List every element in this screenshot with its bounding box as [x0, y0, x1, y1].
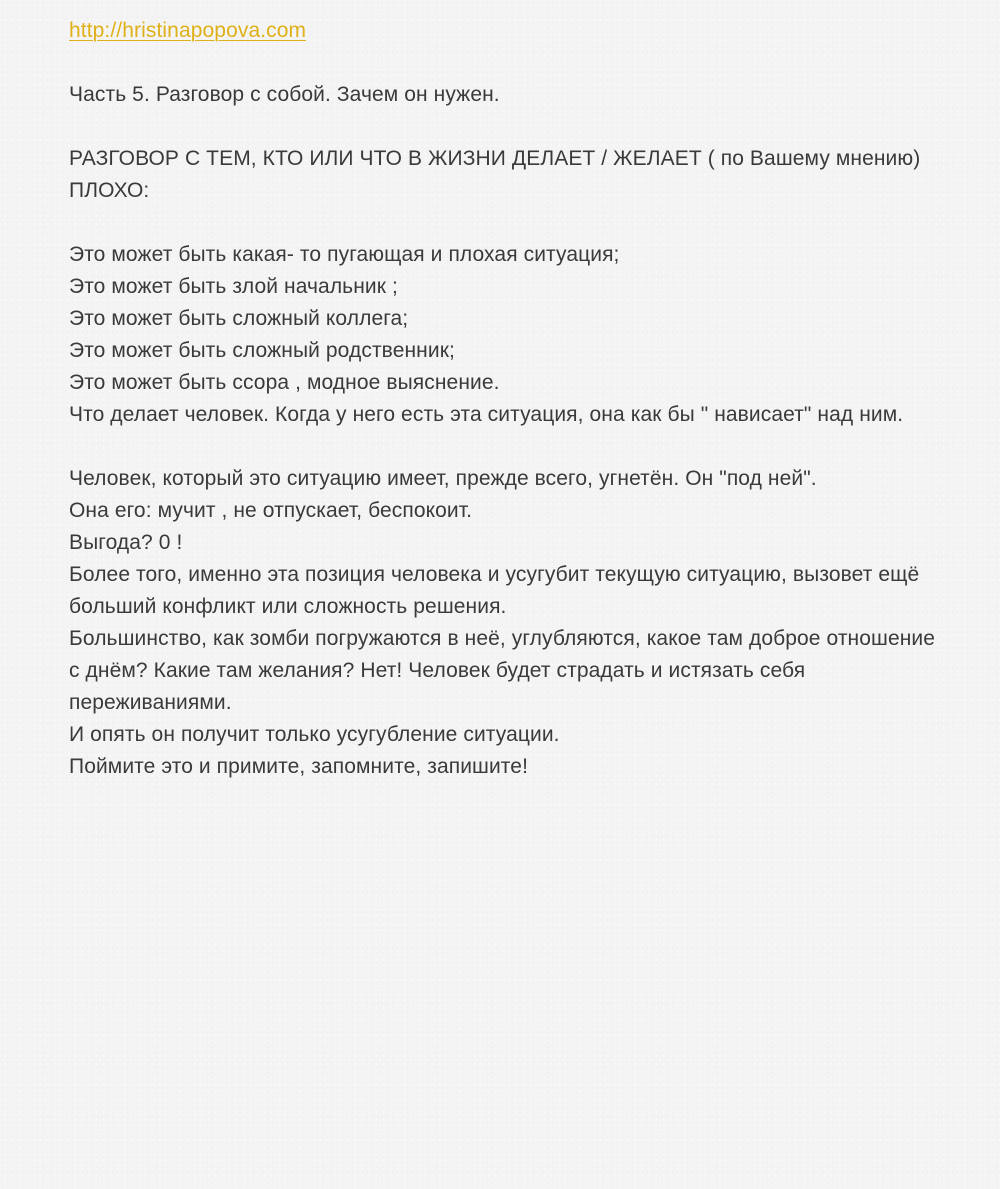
- body-line: Поймите это и примите, запомните, запишите!: [69, 755, 528, 778]
- list-line: Это может быть какая- то пугающая и плохая ситуация;: [69, 243, 620, 266]
- list-line: Это может быть сложный родственник;: [69, 339, 455, 362]
- blank-line: [69, 431, 939, 463]
- list-line: Это может быть ссора , модное выяснение.: [69, 371, 500, 394]
- list-line: Что делает человек. Когда у него есть эта ситуация, она как бы " нависает" над ним.: [69, 403, 904, 426]
- body-line: Человек, который это ситуацию имеет, прежде всего, угнетён. Он "под ней".: [69, 467, 817, 490]
- body-line: И опять он получит только усугубление ситуации.: [69, 723, 560, 746]
- website-link[interactable]: http://hristinapopova.com: [69, 19, 307, 42]
- blank-line: [69, 207, 939, 239]
- body-line: Она его: мучит , не отпускает, беспокоит.: [69, 499, 473, 522]
- note-heading: Часть 5. Разговор с собой. Зачем он нужен.: [69, 83, 500, 106]
- blank-line: [69, 47, 939, 79]
- body-line: Большинство, как зомби погружаются в неё, углубляются, какое там доброе отношение с днём? Какие там желания? Нет! Человек будет страдать и истязать себя переживаниями.: [69, 627, 941, 714]
- list-line: Это может быть сложный коллега;: [69, 307, 409, 330]
- note-body[interactable]: [69, 15, 939, 783]
- body-line: Более того, именно эта позиция человека и усугубит текущую ситуацию, вызовет ещё больший конфликт или сложность решения.: [69, 563, 926, 618]
- body-line: Выгода? 0 !: [69, 531, 183, 554]
- blank-line: [69, 111, 939, 143]
- list-line: Это может быть злой начальник ;: [69, 275, 398, 298]
- section-title: РАЗГОВОР С ТЕМ, КТО ИЛИ ЧТО В ЖИЗНИ ДЕЛАЕТ / ЖЕЛАЕТ ( по Вашему мнению) ПЛОХО:: [69, 147, 927, 202]
